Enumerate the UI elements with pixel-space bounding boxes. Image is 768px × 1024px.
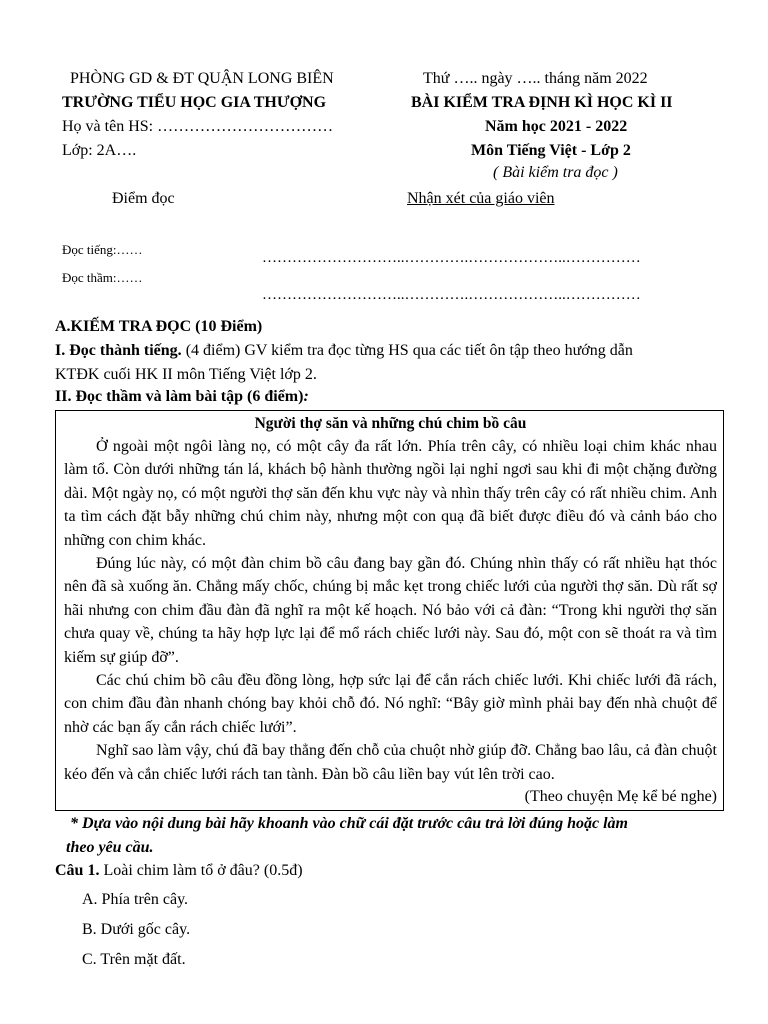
score-label: Điểm đọc [112,190,175,207]
comment-dots-line-2: ………………………..………….………………..…………… [262,287,641,303]
question-1-option-b[interactable]: B. Dưới gốc cây. [82,921,191,938]
instruction-line-2: theo yêu cầu. [66,839,154,856]
story-paragraph-1: Ở ngoài một ngôi làng nọ, có một cây đa rất lớn. Phía trên cây, có nhiều loại chim khác nhau làm tổ. Còn dưới những tán lá, khách bộ hành thường ngồi lại nghỉ ngơi sau khi đi một chặng đường dài. Một ngày nọ, có một người thợ săn đến khu vực này và nhìn thấy trên cây có rất nhiều chim. Anh ta tìm cách đặt bẫy những chú chim này, nhưng một con quạ đã biết được điều đó và cảnh báo cho những con chim khác. [64,438,717,549]
story-paragraph-3: Các chú chim bồ câu đều đồng lòng, hợp sức lại để cắn rách chiếc lưới. Khi chiếc lưới đã rách, con chim đầu đàn nhanh chóng bay khỏi chỗ đó. Nó nghĩ: “Bây giờ mình phải bay đến nhà chuột để nhờ các bạn ấy cắn rách chiếc lưới”. [64,672,717,736]
reading-aloud-score: Đọc tiếng:…… [62,242,143,257]
subject: Môn Tiếng Việt - Lớp 2 [471,142,631,159]
section-a-heading: A.KIẾM TRA ĐỌC (10 Điểm) [55,318,263,335]
story-paragraph-2: Đúng lúc này, có một đàn chim bồ câu đang bay gần đó. Chúng nhìn thấy có rất nhiều hạt thóc nên đã sà xuống ăn. Chẳng mấy chốc, chúng bị mắc kẹt trong chiếc lưới của người thợ săn. Dù rất sợ hãi nhưng con chim đầu đàn đã nghĩ ra một kế hoạch. Nó bảo với cả đàn: “Trong khi người thợ săn chưa quay về, chúng ta hãy hợp lực lại để mổ rách chiếc lưới này. Sau đó, một con sẽ thoát ra và tìm kiếm sự giúp đỡ”. [64,555,717,666]
part2-label: II. Đọc thầm và làm bài tập (6 điểm) [55,388,304,405]
reading-silent-score: Đọc thầm:…… [62,270,143,285]
question-1-label: Câu 1. [55,862,100,879]
part1-line-1 [55,342,633,360]
question-1 [55,862,303,880]
class-field: Lớp: 2A…. [62,142,137,159]
exam-title: BÀI KIỂM TRA ĐỊNH KÌ HỌC KÌ II [411,94,673,111]
question-1-text: Loài chim làm tổ ở đâu? (0.5đ) [99,862,303,879]
school-year: Năm học 2021 - 2022 [485,118,628,135]
part1-text: (4 điểm) GV kiểm tra đọc từng HS qua các tiết ôn tập theo hướng dẫn [181,342,633,359]
part2-colon: : [303,388,309,405]
reading-passage-box [55,410,724,811]
test-type: ( Bài kiểm tra đọc ) [493,164,618,181]
school-name: TRƯỜNG TIỂU HỌC GIA THƯỢNG [62,94,327,111]
story-title: Người thợ săn và những chú chim bồ câu [254,415,527,432]
teacher-comment-label: Nhận xét của giáo viên [407,190,555,207]
story-source: (Theo chuyện Mẹ kể bé nghe) [524,788,717,806]
education-office: PHÒNG GD & ĐT QUẬN LONG BIÊN [70,70,334,87]
story-paragraph-4: Nghĩ sao làm vậy, chú đã bay thẳng đến chỗ của chuột nhờ giúp đỡ. Chẳng bao lâu, cả đàn chuột kéo đến và cắn chiếc lưới rách tan tành. Đàn bồ câu liền bay vút lên trời cao. [64,742,717,783]
part1-label: I. Đọc thành tiếng. [55,342,182,359]
date-line: Thứ ….. ngày ….. tháng năm 2022 [423,70,648,87]
instruction-line-1: * Dựa vào nội dung bài hãy khoanh vào chữ cái đặt trước câu trả lời đúng hoặc làm [70,815,628,832]
question-1-option-a[interactable]: A. Phía trên cây. [82,891,189,908]
student-name-field: Họ và tên HS: …………………………… [62,118,334,135]
part1-line-2: KTĐK cuối HK II môn Tiếng Việt lớp 2. [55,366,317,383]
part2-heading [55,388,309,406]
question-1-option-c[interactable]: C. Trên mặt đất. [82,951,186,968]
comment-dots-line-1: ………………………..………….………………..…………… [262,250,641,266]
